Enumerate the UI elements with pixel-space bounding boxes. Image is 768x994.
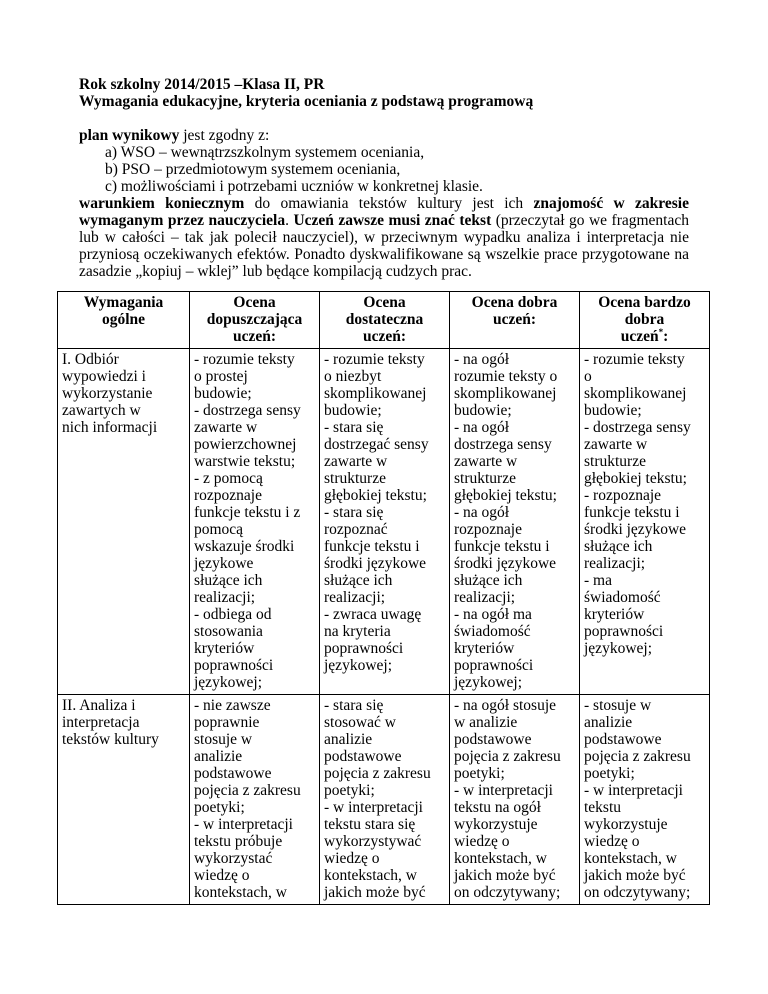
cond-bold-3: Uczeń zawsze musi znać tekst bbox=[293, 212, 492, 229]
plan-intro-bold: plan wynikowy bbox=[79, 127, 180, 144]
cell-sufficient: - rozumie teksty o prostej budowie; - dostrzega sensy zawarte w powierzchownej warstwie tekstu; - z pomocą rozpoznaje funkcje tekstu i z pomocą wskazuje środki językowe służące ich realizacji; - odbiega od stosowania kryteriów poprawności językowej; bbox=[190, 349, 320, 695]
footnote-marker: * bbox=[658, 326, 664, 337]
cond-bold-2: znajomość w zakresie wymaganym przez nauczyciela bbox=[79, 195, 689, 229]
cond-text-3: (przeczytał go we fragmentach lub w całości – tak jak polecił nauczyciel), w przeciwnym wypadku analiza i interpretacja nie przyniosą oczekiwanych efektów. Ponadto dyskwalifikowane są wszelkie prace przygotowane na zasadzie „kopiuj – wklej” lub będące kompilacją cudzych prac. bbox=[79, 212, 689, 280]
cell-very-good: - stosuje w analizie podstawowe pojęcia z zakresu poetyki; - w interpretacji tekstu wykorzystuje wiedzę o kontekstach, w jakich może być on odczytywany; bbox=[580, 695, 710, 905]
list-item: a) WSO – wewnątrzszkolnym systemem oceniania, bbox=[105, 144, 425, 161]
header-grade-good: Ocena dobra uczeń: bbox=[450, 292, 580, 349]
row-requirement: I. Odbiór wypowiedzi i wykorzystanie zawartych w nich informacji bbox=[58, 349, 190, 695]
cond-text-2: . bbox=[285, 212, 294, 229]
document-title-line2: Wymagania edukacyjne, kryteria oceniania z podstawą programową bbox=[79, 93, 534, 110]
cell-very-good: - rozumie teksty o skomplikowanej budowie; - dostrzega sensy zawarte w strukturze głębokiej tekstu; - rozpoznaje funkcje tekstu i środki językowe służące ich realizacji; - ma świadomość kryteriów poprawności językowej; bbox=[580, 349, 710, 695]
cond-bold-1: warunkiem koniecznym bbox=[79, 195, 245, 212]
requirements-list bbox=[79, 144, 689, 195]
cell-good: - na ogół stosuje w analizie podstawowe pojęcia z zakresu poetyki; - w interpretacji tekstu na ogół wykorzystuje wiedzę o kontekstach, w jakich może być on odczytywany; bbox=[450, 695, 580, 905]
plan-intro-text: jest zgodny z: bbox=[179, 127, 270, 144]
header-colon: : bbox=[663, 328, 669, 345]
cell-sufficient: - nie zawsze poprawnie stosuje w analizie podstawowe pojęcia z zakresu poetyki; - w interpretacji tekstu próbuje wykorzystać wiedzę o kontekstach, w bbox=[190, 695, 320, 905]
row-requirement: II. Analiza i interpretacja tekstów kultury bbox=[58, 695, 190, 905]
list-item: c) możliwościami i potrzebami uczniów w konkretnej klasie. bbox=[105, 178, 483, 195]
cond-text-1: do omawiania tekstów kultury jest ich bbox=[244, 195, 534, 212]
table-row bbox=[58, 695, 710, 905]
header-general-requirements: Wymagania ogólne bbox=[58, 292, 190, 349]
header-grade-satisfactory: Ocena dostateczna uczeń: bbox=[320, 292, 450, 349]
condition-paragraph bbox=[79, 195, 689, 280]
header-grade-very-good-label: Ocena bardzo dobra uczeń bbox=[598, 294, 691, 345]
header-grade-sufficient: Ocena dopuszczająca uczeń: bbox=[190, 292, 320, 349]
header-grade-very-good bbox=[580, 292, 710, 349]
document-title-line1: Rok szkolny 2014/2015 –Klasa II, PR bbox=[79, 76, 325, 93]
cell-satisfactory: - rozumie teksty o niezbyt skomplikowanej budowie; - stara się dostrzegać sensy zawarte w strukturze głębokiej tekstu; - stara się rozpoznać funkcje tekstu i środki językowe służące ich realizacji; - zwraca uwagę na kryteria poprawności językowej; bbox=[320, 349, 450, 695]
cell-good: - na ogół rozumie teksty o skomplikowanej budowie; - na ogół dostrzega sensy zawarte w strukturze głębokiej tekstu; - na ogół rozpoznaje funkcje tekstu i środki językowe służące ich realizacji; - na ogół ma świadomość kryteriów poprawności językowej; bbox=[450, 349, 580, 695]
grading-table bbox=[57, 291, 710, 905]
document-page bbox=[79, 76, 689, 280]
plan-intro bbox=[79, 127, 689, 144]
table-header-row bbox=[58, 292, 710, 349]
table-row bbox=[58, 349, 710, 695]
cell-satisfactory: - stara się stosować w analizie podstawowe pojęcia z zakresu poetyki; - w interpretacji tekstu stara się wykorzystywać wiedzę o kontekstach, w jakich może być bbox=[320, 695, 450, 905]
list-item: b) PSO – przedmiotowym systemem oceniania, bbox=[105, 161, 401, 178]
